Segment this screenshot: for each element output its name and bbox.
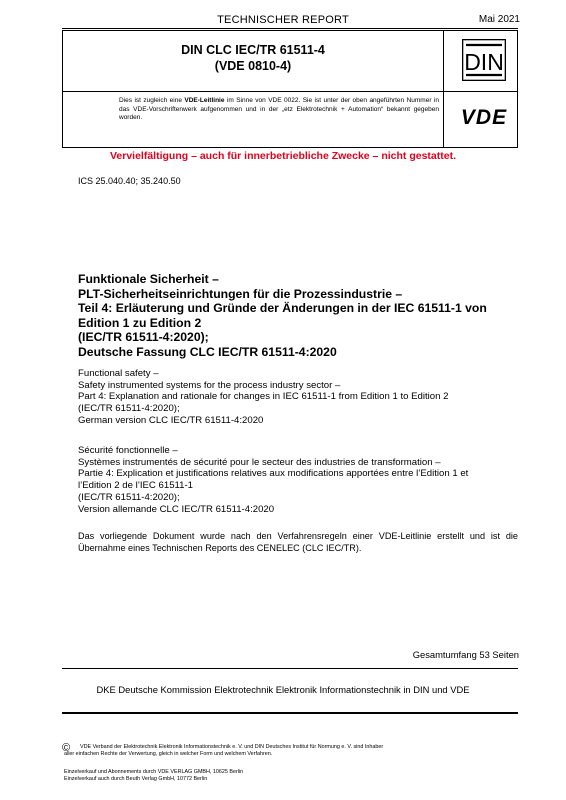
copyright-line-2: aller einfachen Rechte der Verwertung, gleich in welcher Form und welchem Verfahren. [64, 751, 273, 757]
title-en-line: German version CLC IEC/TR 61511-4:2020 [78, 414, 264, 426]
standard-number-line1: DIN CLC IEC/TR 61511-4 [181, 43, 325, 57]
copyright-symbol: © [62, 742, 71, 754]
title-fr-line: Partie 4: Explication et justifications relatives aux modifications apportées entre l’Edition 1 et [78, 468, 469, 480]
title-en-line: Functional safety – [78, 368, 159, 379]
title-de-line: Deutsche Fassung CLC IEC/TR 61511-4:2020 [78, 344, 337, 359]
note-text-end: im Sinne von VDE 0022. Sie ist unter der oben angeführten Nummer in das VDE-Vorschriftenwerk aufgenommen und in der „etz Elektrotechnik + Automation“ bekannt gegeben worden. [119, 97, 439, 121]
report-type: TECHNISCHER REPORT [217, 14, 349, 26]
title-french [78, 445, 518, 515]
vde-logo [451, 105, 517, 127]
header-box [62, 30, 518, 148]
publication-date: Mai 2021 [478, 14, 520, 25]
title-fr-line: (IEC/TR 61511-4:2020); [78, 491, 180, 503]
din-logo-text: DIN [464, 49, 504, 75]
top-rule [62, 28, 518, 29]
copyright-line-1: VDE Verband der Elektrotechnik Elektronik Informationstechnik e. V. und DIN Deutsches Institut für Normung e. V. sind Inhaber [80, 744, 384, 750]
title-de-line: Teil 4: Erläuterung und Gründe der Änderungen in der IEC 61511-1 von [78, 301, 487, 315]
vde-logo-text: VDE [460, 106, 508, 127]
title-de-line: Edition 1 zu Edition 2 [78, 315, 202, 330]
reproduction-warning: Vervielfältigung – auch für innerbetriebliche Zwecke – nicht gestattet. [109, 150, 456, 162]
standard-number [63, 42, 443, 74]
ics-code: ICS 25.040.40; 35.240.50 [78, 176, 181, 186]
title-en-line: Part 4: Explanation and rationale for changes in IEC 61511-1 from Edition 1 to Edition 2 [78, 391, 449, 403]
sales-info [64, 769, 364, 783]
title-de-line: PLT-Sicherheitseinrichtungen für die Prozessindustrie – [78, 286, 403, 301]
din-logo [462, 39, 506, 81]
note-text-start: Dies ist zugleich eine [119, 97, 185, 104]
sales-line-2: Einzelverkauf auch durch Beuth Verlag GmbH, 10772 Berlin [64, 776, 208, 783]
title-de-line: Funktionale Sicherheit – [78, 272, 219, 286]
header-divider-horizontal [63, 91, 517, 92]
standard-number-line2: (VDE 0810-4) [214, 59, 292, 73]
title-fr-line: l’Edition 2 de l’IEC 61511-1 [78, 480, 194, 492]
title-fr-line: Version allemande CLC IEC/TR 61511-4:2020 [78, 503, 275, 515]
total-pages: Gesamtumfang 53 Seiten [412, 649, 519, 660]
procedure-note: Das vorliegende Dokument wurde nach den Verfahrensregeln einer VDE-Leitlinie erstellt und ist die Übernahme eines Technischen Reports des CENELEC (CLC IEC/TR). [78, 531, 518, 553]
title-german [78, 272, 518, 359]
sales-line-1: Einzelverkauf und Abonnements durch VDE VERLAG GMBH, 10625 Berlin [64, 769, 244, 775]
title-en-line: Safety instrumented systems for the process industry sector – [78, 379, 341, 391]
title-de-line: (IEC/TR 61511-4:2020); [78, 330, 209, 344]
footer-rule [62, 712, 518, 714]
mid-rule [62, 668, 518, 669]
vde-guideline-note [119, 97, 439, 123]
title-fr-line: Systèmes instrumentés de sécurité pour le secteur des industries de transformation – [78, 456, 441, 468]
dke-line: DKE Deutsche Kommission Elektrotechnik Elektronik Informationstechnik in DIN und VDE [96, 684, 470, 695]
title-english [78, 368, 518, 427]
note-text-bold: VDE-Leitlinie [184, 97, 225, 104]
title-en-line: (IEC/TR 61511-4:2020); [78, 403, 180, 415]
title-fr-line: Sécurité fonctionnelle – [78, 445, 178, 456]
header-divider-vertical [443, 31, 444, 147]
